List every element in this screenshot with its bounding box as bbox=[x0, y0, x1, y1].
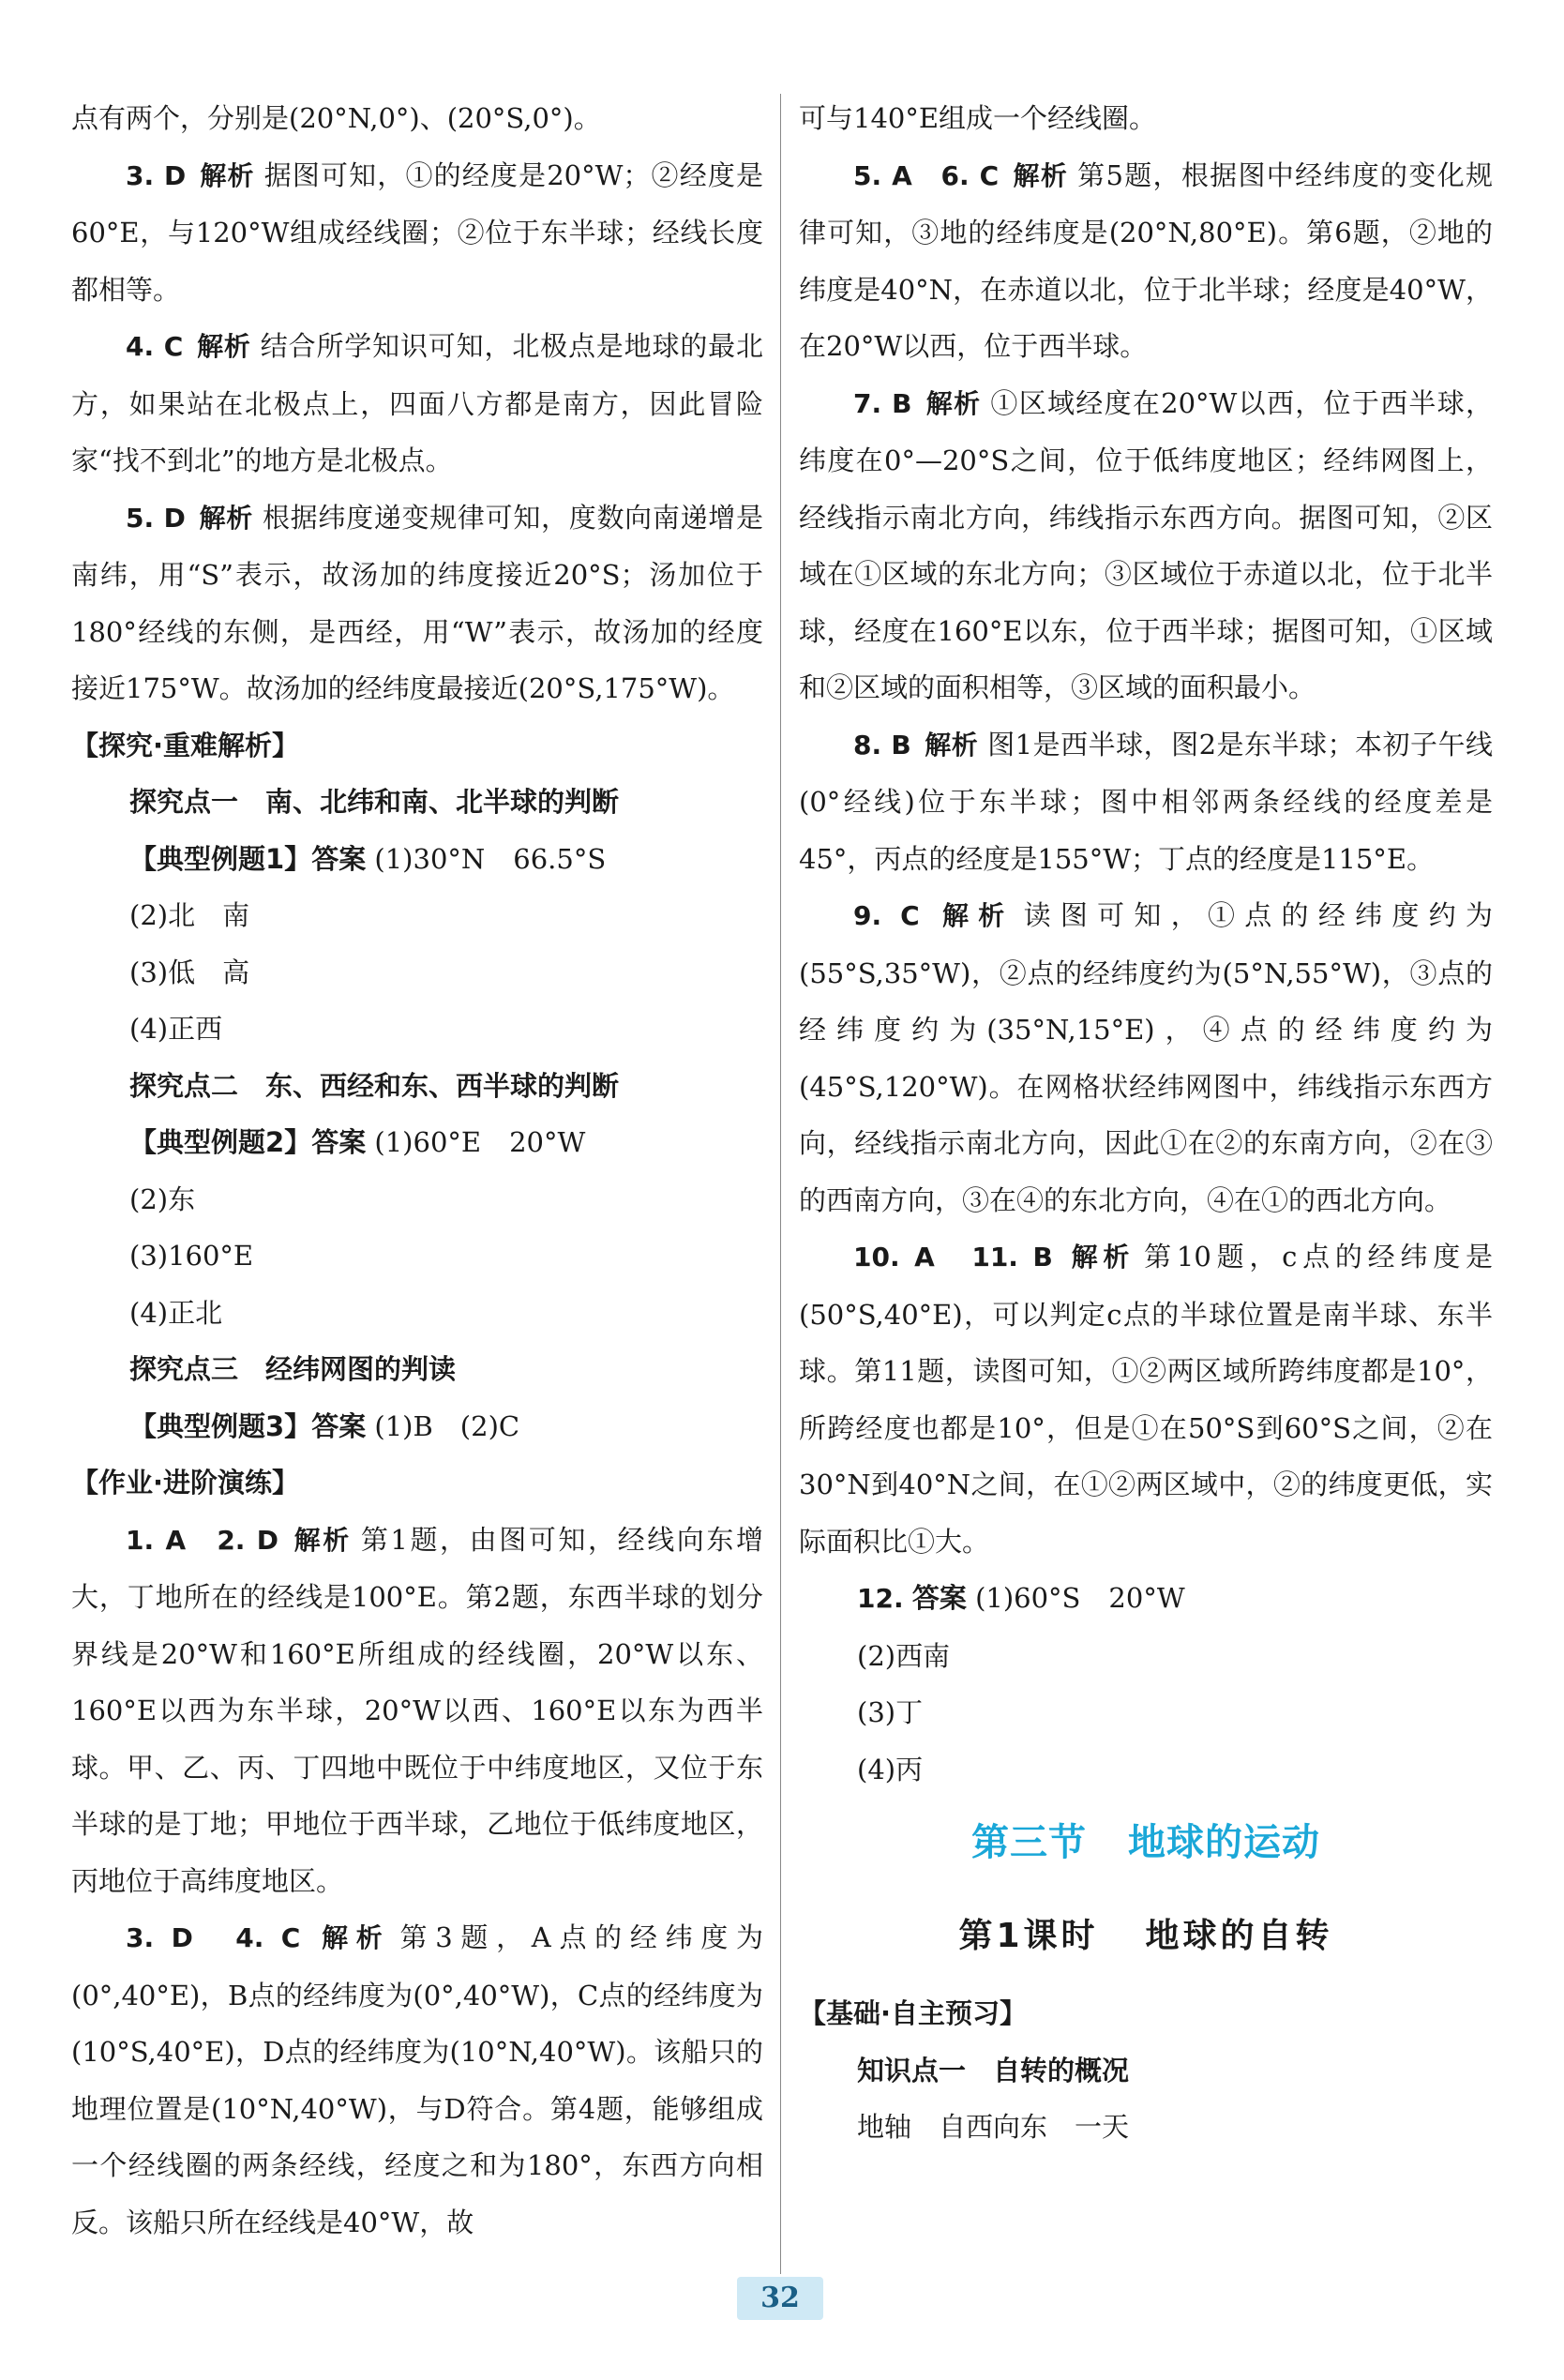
answer-q10-q11: 10. A 11. B 解析 第10题，c点的经纬度是(50°S,40°E)，可以判定c点的半球位置是南半球、东半球。第11题，读图可知，①②两区域所跨纬度都是10°，所跨经度也都是10°，但是①在50°S到60°S之间，②在30°N到40°N之间，在①②两区域中，②的纬度更低，实际面积比①大。 bbox=[799, 1241, 1493, 1558]
example-1-a4: (4)正西 bbox=[129, 1013, 223, 1045]
example-2-a2: (2)东 bbox=[129, 1182, 196, 1215]
basic-preview-header: 【基础·自主预习】 bbox=[799, 1997, 1028, 2029]
example-2-answer: 【典型例题2】答案 (1)60°E 20°W bbox=[129, 1126, 586, 1158]
left-column bbox=[71, 90, 763, 2251]
section-title: 第三节 地球的运动 bbox=[971, 1821, 1320, 1864]
example-1-a3: (3)低 高 bbox=[129, 956, 250, 988]
example-2-a3: (3)160°E bbox=[129, 1240, 254, 1272]
answer-q3-q4: 3. D 4. C 解析 第3题，A点的经纬度为(0°,40°E)，B点的经纬度为(0°,40°W)，C点的经纬度为(10°S,40°E)，D点的经纬度为(10°N,40°W)。该船只的地理位置是(10°N,40°W)，与D符合。第4题，能够组成一个经线圈的两条经线，经度之和为180°，东西方向相反。该船只所在经线是40°W，故 bbox=[71, 1921, 763, 2238]
knowledge-point-1-title: 知识点一 自转的概况 bbox=[857, 2054, 1130, 2086]
answer-q3: 3. D 解析 据图可知，①的经度是20°W；②经度是60°E，与120°W组成经线圈；②位于东半球；经线长度都相等。 bbox=[71, 158, 763, 306]
example-2-a4: (4)正北 bbox=[129, 1296, 223, 1329]
answer-q9: 9. C 解析 读图可知，①点的经纬度约为(55°S,35°W)，②点的经纬度约为(5°N,55°W)，③点的经纬度约为(35°N,15°E)，④点的经纬度约为(45°S,120°W)。在网格状经纬网图中，纬线指示东西方向，经线指示南北方向，因此①在②的东南方向，②在③的西南方向，③在④的东北方向，④在①的西北方向。 bbox=[799, 899, 1493, 1216]
answer-q5-q6: 5. A 6. C 解析 第5题，根据图中经纬度的变化规律可知，③地的经纬度是(20°N,80°E)。第6题，②地的纬度是40°N，在赤道以北，位于北半球；经度是40°W，在20°W以西，位于西半球。 bbox=[799, 158, 1493, 362]
explore-header: 【探究·重难解析】 bbox=[71, 729, 300, 761]
page-number: 32 bbox=[737, 2277, 823, 2320]
answer-q12: 12. 答案 (1)60°S 20°W bbox=[857, 1582, 1185, 1614]
answer-q12-a3: (3)丁 bbox=[857, 1696, 924, 1728]
example-1-a2: (2)北 南 bbox=[129, 899, 250, 931]
example-3-answer: 【典型例题3】答案 (1)B (2)C bbox=[129, 1409, 520, 1442]
answer-q1-q2: 1. A 2. D 解析 第1题，由图可知，经线向东增大，丁地所在的经线是100°E。第2题，东西半球的划分界线是20°W和160°E所组成的经线圈，20°W以东、160°E以西为东半球，20°W以西、160°E以东为西半球。甲、乙、丙、丁四地中既位于中纬度地区，又位于东半球的是丁地；甲地位于西半球，乙地位于低纬度地区，丙地位于高纬度地区。 bbox=[71, 1523, 763, 1897]
answer-q7: 7. B 解析 ①区域经度在20°W以西，位于西半球，纬度在0°—20°S之间，位于低纬度地区；经纬网图上，经线指示南北方向，纬线指示东西方向。据图可知，②区域在①区域的东北方向；③区域位于赤道以北，位于北半球，经度在160°E以东，位于西半球；据图可知，①区域和②区域的面积相等，③区域的面积最小。 bbox=[799, 386, 1493, 703]
example-1-answer: 【典型例题1】答案 (1)30°N 66.5°S bbox=[129, 842, 607, 875]
right-column bbox=[799, 90, 1493, 2156]
column-divider bbox=[780, 94, 781, 2274]
continued-text: 可与140°E组成一个经线圈。 bbox=[799, 102, 1157, 134]
answer-q12-a4: (4)丙 bbox=[857, 1753, 924, 1785]
homework-header: 【作业·进阶演练】 bbox=[71, 1467, 300, 1499]
answer-q5: 5. D 解析 根据纬度递变规律可知，度数向南递增是南纬，用“S”表示，故汤加的纬度接近20°S；汤加位于180°经线的东侧，是西经，用“W”表示，故汤加的经度接近175°W。故汤加的经纬度最接近(20°S,175°W)。 bbox=[71, 501, 763, 704]
explore-point-3-title: 探究点三 经纬网图的判读 bbox=[129, 1353, 457, 1385]
intro-text: 点有两个，分别是(20°N,0°)、(20°S,0°)。 bbox=[71, 102, 601, 134]
answer-q4: 4. C 解析 结合所学知识可知，北极点是地球的最北方，如果站在北极点上，四面八方都是南方，因此冒险家“找不到北”的地方是北极点。 bbox=[71, 330, 763, 476]
answer-q8: 8. B 解析 图1是西半球，图2是东半球；本初子午线(0°经线)位于东半球；图中相邻两条经线的经度差是45°，丙点的经度是155°W；丁点的经度是115°E。 bbox=[799, 728, 1493, 875]
answer-q12-a2: (2)西南 bbox=[857, 1639, 951, 1672]
lesson-title: 第1课时 地球的自转 bbox=[958, 1917, 1333, 1955]
explore-point-2-title: 探究点二 东、西经和东、西半球的判断 bbox=[129, 1069, 620, 1102]
knowledge-point-1-answer: 地轴 自西向东 一天 bbox=[857, 2111, 1130, 2143]
explore-point-1-title: 探究点一 南、北纬和南、北半球的判断 bbox=[129, 786, 620, 818]
